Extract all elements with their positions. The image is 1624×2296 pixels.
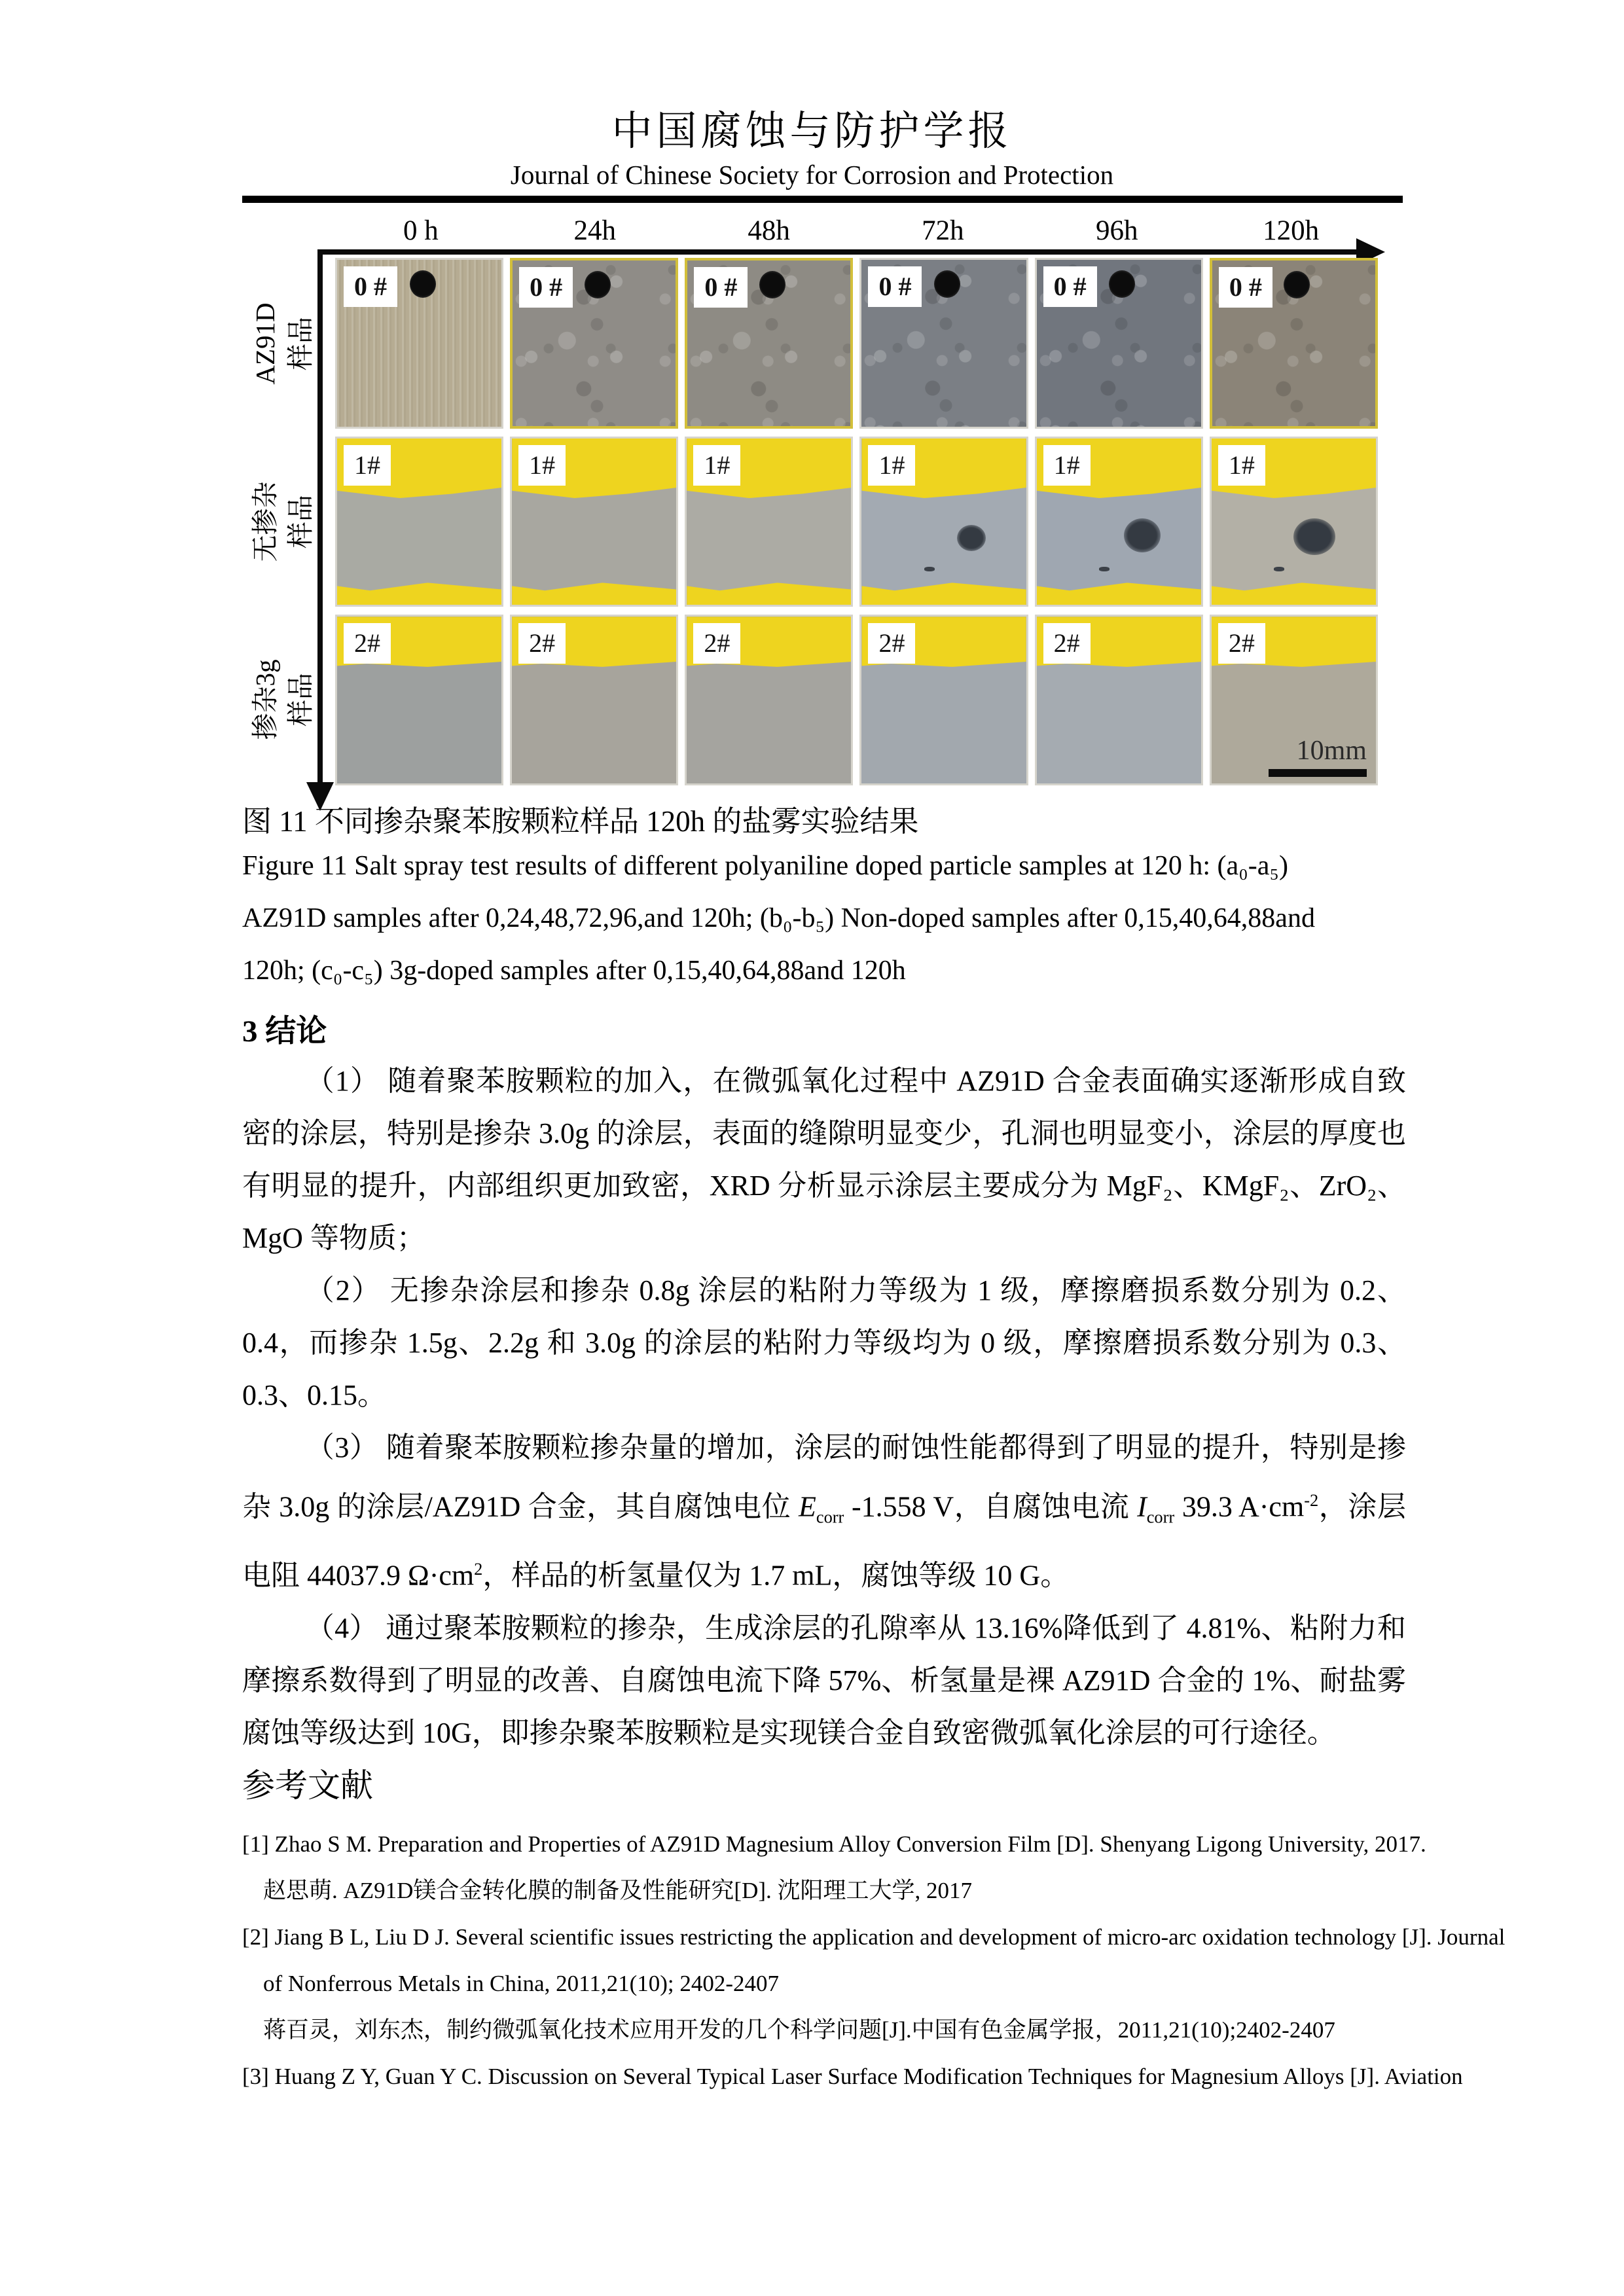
reference-2-en: [2] Jiang B L, Liu D J. Several scientific issues restricting the application and development of micro-arc oxidation technology [J]. Journal [242,1924,1506,1950]
sample-photo-b2 [685,437,853,607]
sample-id-label: 0 # [344,266,397,307]
sample-id-label: 1# [1043,445,1091,486]
row-label-line1: AZ91D [250,302,280,385]
punch-hole-icon [410,270,436,298]
corrosion-spot [1293,518,1335,555]
scale-bar-label: 10mm [1296,735,1367,766]
punch-hole-icon [585,271,611,298]
row-label-line2: 样品 [285,495,316,548]
corrosion-speck [924,567,935,571]
figure-caption-en-line3: 120h; (c₀-c₅) 3g-doped samples after 0,15,40,64,88and 120h [242,956,906,986]
masking-tape-bottom [337,583,501,605]
masking-tape-bottom [861,583,1026,605]
p3-seg5: ，样品的析氢量仅为 1.7 mL，腐蚀等级 10 G。 [482,1560,1070,1592]
reference-2-cn: 蒋百灵，刘东杰，制约微弧氧化技术应用开发的几个科学问题[J].中国有色金属学报，2011,21(10);2402-2407 [263,2017,1335,2043]
sample-photo-c0 [335,615,503,785]
p3-seg3: 39.3 A·cm [1174,1490,1305,1523]
masking-tape-bottom [512,583,676,605]
scale-bar [1269,735,1367,777]
sample-photo-grid [335,258,1378,785]
sample-id-label: 0 # [1043,266,1097,307]
references-heading: 参考文献 [242,1767,373,1804]
journal-title-cn: 中国腐蚀与防护学报 [611,109,1013,154]
sample-id-label: 1# [868,445,915,486]
figure-caption-cn: 图 11 不同掺杂聚苯胺颗粒样品 120h 的盐雾实验结果 [242,805,919,838]
sample-photo-c4 [1035,615,1203,785]
sample-photo-c5 [1210,615,1378,785]
row-label-line1: 掺杂3g [250,659,280,740]
row-label-line2: 样品 [285,317,316,370]
reference-1-cn: 赵思萌. AZ91D镁合金转化膜的制备及性能研究[D]. 沈阳理工大学, 2017 [263,1878,973,1903]
conclusion-paragraph-2: （2） 无掺杂涂层和掺杂 0.8g 涂层的粘附力等级为 1 级，摩擦磨损系数分别为 0.2、0.4，而掺杂 1.5g、2.2g 和 3.0g 的涂层的粘附力等级均为 0 级，摩擦磨损系数分别为 0.3、0.3、0.15。 [242,1274,1406,1411]
references-list [242,1821,1506,2100]
time-label-0h: 0 h [403,215,439,246]
p3-seg1: （3） 随着聚苯胺颗粒掺杂量的增加，涂层的耐蚀性能都得到了明显的提升，特别是掺杂 3.0g 的涂层/AZ91D 合金，其自腐蚀电位 [242,1431,1406,1523]
sample-photo-a5 [1210,258,1378,429]
sample-id-label: 2# [868,623,915,664]
time-axis-line [319,249,1358,255]
punch-hole-icon [1284,271,1310,298]
ecorr-subscript: corr [816,1507,844,1527]
punch-hole-icon [759,271,785,298]
sample-photo-a3 [859,258,1028,429]
conclusion-paragraph-4: （4） 通过聚苯胺颗粒的掺杂，生成涂层的孔隙率从 13.16%降低到了 4.81%、粘附力和摩擦系数得到了明显的改善、自腐蚀电流下降 57%、析氢量是裸 AZ91D 合金的 1%、耐盐雾腐蚀等级达到 10G，即掺杂聚苯胺颗粒是实现镁合金自致密微弧氧化涂层的可行途径。 [242,1612,1406,1749]
row-label-nondoped [247,423,323,620]
time-label-96h: 96h [1095,215,1138,246]
row-label-az91d [247,245,323,442]
sample-id-label: 2# [344,623,391,664]
section-heading-conclusions: 3 结论 [242,1014,327,1049]
sample-id-label: 0 # [694,267,748,308]
corrosion-spot [1124,518,1161,552]
masking-tape-bottom [1212,583,1376,605]
sample-photo-b0 [335,437,503,607]
time-axis-labels [334,215,1378,247]
sample-photo-b4 [1035,437,1203,607]
sample-id-label: 2# [1043,623,1091,664]
cm-neg2-superscript: -2 [1304,1490,1319,1510]
punch-hole-icon [934,270,960,298]
sample-photo-c3 [859,615,1028,785]
figure-caption-en-line2: AZ91D samples after 0,24,48,72,96,and 120h; (b₀-b₅) Non-doped samples after 0,15,40,64,88and [242,903,1315,933]
sample-id-label: 0 # [1219,267,1272,308]
sample-id-label: 1# [1218,445,1265,486]
journal-title-en: Journal of Chinese Society for Corrosion and Protection [510,160,1114,190]
masking-tape-bottom [1037,583,1201,605]
corrosion-spot [957,525,986,551]
sample-id-label: 2# [518,623,566,664]
p3-seg2: -1.558 V，自腐蚀电流 [844,1490,1138,1523]
sample-id-label: 1# [344,445,391,486]
conclusion-paragraph-3 [242,1422,1406,1602]
figure-caption-en [242,840,1414,997]
sample-id-label: 0 # [519,267,573,308]
icorr-subscript: corr [1146,1507,1175,1527]
p3-seg4: ，涂层电阻 44037.9 Ω·cm [242,1490,1406,1592]
ecorr-symbol: E [798,1490,816,1523]
reference-3-en: [3] Huang Z Y, Guan Y C. Discussion on Several Typical Laser Surface Modification Techniques for Magnesium Alloys [J]. Aviation [242,2064,1463,2089]
sample-photo-a2 [685,258,853,429]
figure-caption-en-line1: Figure 11 Salt spray test results of different polyaniline doped particle samples at 120 h: (a₀-a₅) [242,851,1289,881]
corrosion-speck [1099,567,1110,571]
sample-photo-b3 [859,437,1028,607]
time-label-72h: 72h [922,215,964,246]
row-label-line1: 无掺杂 [250,481,280,562]
conclusion-paragraph-1: （1） 随着聚苯胺颗粒的加入，在微弧氧化过程中 AZ91D 合金表面确实逐渐形成自致密的涂层，特别是掺杂 3.0g 的涂层，表面的缝隙明显变少，孔洞也明显变小，涂层的厚度也有明显的提升，内部组织更加致密，XRD 分析显示涂层主要成分为 MgF₂、KMgF₂、ZrO₂、MgO 等物质； [242,1065,1406,1254]
punch-hole-icon [1109,270,1135,298]
sample-photo-c1 [510,615,678,785]
sample-id-label: 1# [518,445,566,486]
sample-photo-a4 [1035,258,1203,429]
sample-id-label: 0 # [868,266,922,307]
icorr-symbol: I [1137,1490,1147,1523]
sample-photo-b1 [510,437,678,607]
masking-tape-bottom [687,583,851,605]
time-label-120h: 120h [1263,215,1320,246]
row-label-3gdoped [247,601,323,798]
cm-2-superscript: 2 [474,1559,483,1579]
sample-photo-a0 [335,258,503,429]
sample-photo-a1 [510,258,678,429]
row-label-line2: 样品 [285,673,316,726]
time-label-48h: 48h [748,215,790,246]
sample-photo-c2 [685,615,853,785]
corrosion-speck [1274,567,1284,571]
scale-bar-line [1269,769,1367,777]
sample-photo-b5 [1210,437,1378,607]
reference-2-en-cont: of Nonferrous Metals in China, 2011,21(10); 2402-2407 [263,1971,780,1996]
sample-id-label: 2# [1218,623,1265,664]
time-label-24h: 24h [573,215,616,246]
header-rule [242,196,1403,203]
sample-id-label: 2# [693,623,740,664]
sample-id-label: 1# [693,445,740,486]
conclusions-body [242,1055,1406,1759]
reference-1-en: [1] Zhao S M. Preparation and Properties of AZ91D Magnesium Alloy Conversion Film [D]. Shenyang Ligong University, 2017. [242,1831,1426,1857]
